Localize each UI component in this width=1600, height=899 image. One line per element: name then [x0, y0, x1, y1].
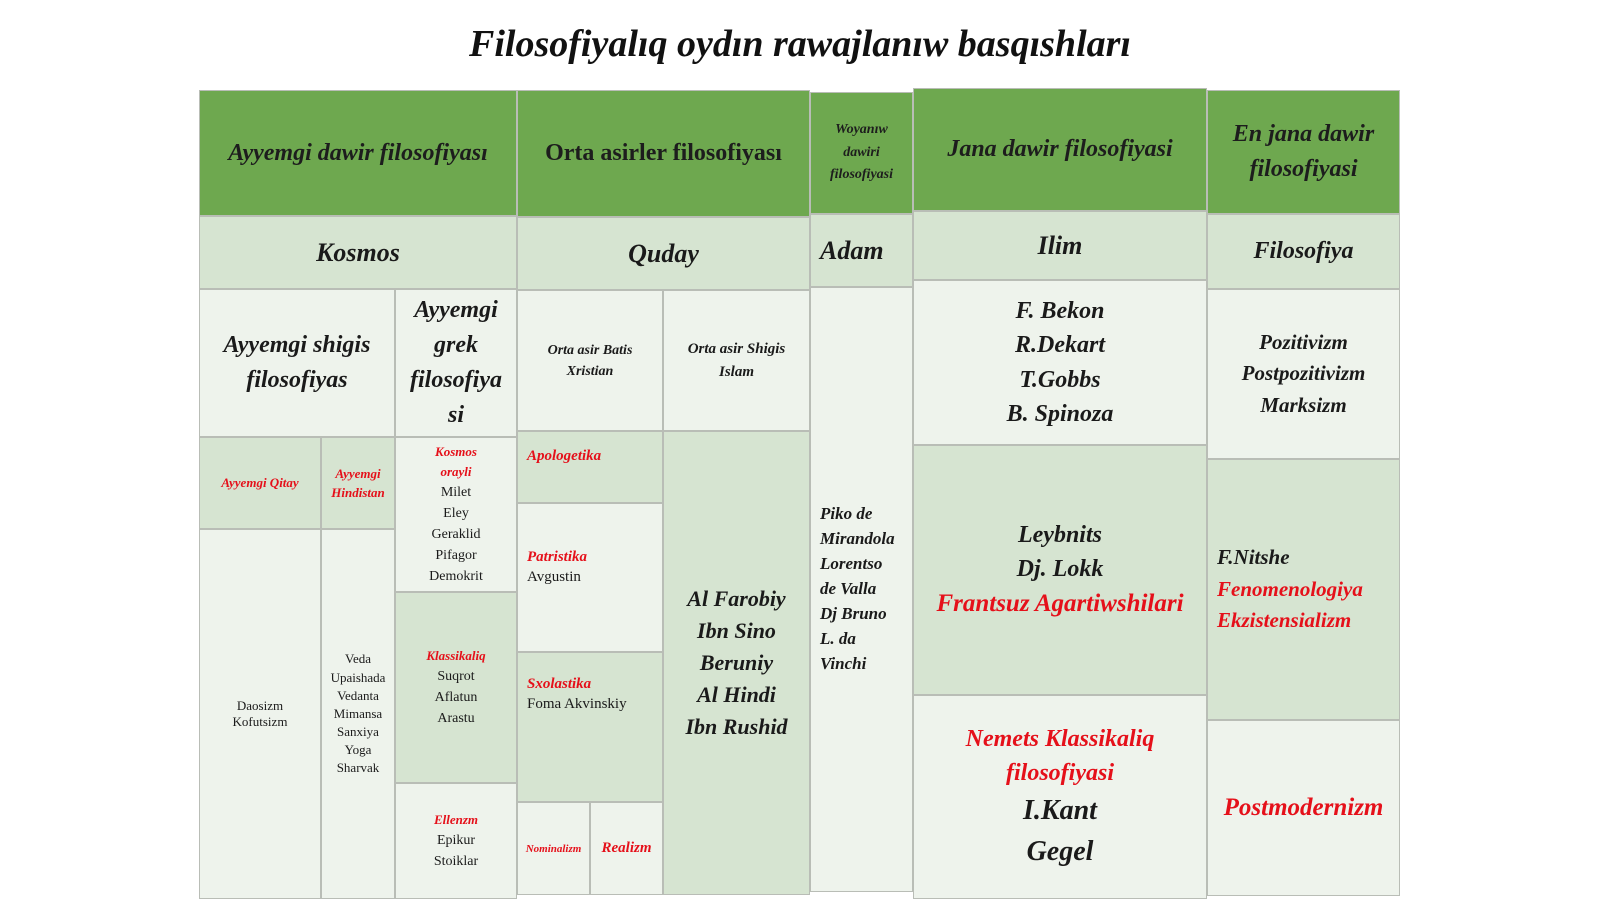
ancient-east-cell	[199, 289, 395, 437]
sxolastika-cell	[517, 652, 663, 802]
china-label-cell	[199, 437, 321, 529]
china-label: Ayyemgi Qitay	[221, 475, 299, 490]
medieval-header	[517, 90, 810, 217]
medieval-east-cell	[663, 290, 810, 431]
modern-name: F. Bekon	[1015, 297, 1105, 324]
contemporary-school: Marksizm	[1260, 392, 1347, 417]
renaissance-name: Vinchi	[820, 653, 867, 673]
realizm-cell	[590, 802, 663, 895]
islam-names-cell	[663, 431, 810, 895]
sxolastika-label: Sxolastika	[527, 676, 592, 692]
india-item: Yoga	[344, 742, 372, 758]
realizm-label: Realizm	[601, 840, 652, 856]
ancient-greek-cell	[395, 289, 517, 437]
india-item: Veda	[345, 651, 371, 667]
renaissance-header	[810, 92, 913, 214]
india-items-cell	[321, 529, 395, 899]
india-label: Ayyemgi Hindistan	[331, 465, 385, 500]
greek-item: Arastu	[437, 710, 475, 726]
islam-name: Ibn Sino	[697, 618, 776, 644]
greek-item: Geraklid	[431, 527, 481, 543]
kosmos-orayli-label: Kosmos orayli	[435, 443, 477, 479]
modern-name: Leybnits	[1017, 521, 1102, 548]
islam-name: Al Hindi	[697, 681, 776, 707]
contemporary-header-text: En jana dawir filosofiyasi	[1232, 121, 1375, 182]
klassikaliq-label: Klassikaliq	[426, 648, 486, 664]
renaissance-theme	[810, 214, 913, 287]
modern-theme-text: Ilim	[1037, 230, 1083, 260]
page-title: Filosofiyalıq oydın rawajlanıw basqıshları	[469, 23, 1131, 65]
china-items-cell	[199, 529, 321, 899]
modern-theme	[913, 211, 1207, 280]
contemporary-school: Pozitivizm	[1259, 329, 1348, 354]
medieval-theme	[517, 217, 810, 290]
nitshe-label: F.Nitshe	[1217, 545, 1290, 570]
greek-item: Aflatun	[434, 689, 478, 705]
india-item: Upaishada	[330, 669, 386, 685]
china-item: Daosizm	[236, 697, 284, 713]
contemporary-schools-cell	[1207, 289, 1400, 459]
islam-name: Al Farobiy	[687, 586, 786, 612]
ancient-theme-text: Kosmos	[316, 237, 400, 267]
apologetika-cell	[517, 431, 663, 503]
patristika-label: Patristika	[527, 549, 588, 565]
ancient-greek-text: Ayyemgi grek filosofiya si	[410, 297, 502, 428]
modern-name: Dj. Lokk	[1016, 556, 1104, 583]
contemporary-red-school: Ekzistensializm	[1217, 608, 1352, 633]
medieval-theme-text: Quday	[628, 238, 699, 268]
patristika-item: Avgustin	[527, 568, 581, 585]
india-item: Sanxiya	[337, 724, 379, 740]
medieval-west-cell	[517, 290, 663, 431]
klassikaliq-cell	[395, 592, 517, 783]
ellenzm-cell	[395, 783, 517, 899]
india-item: Mimansa	[333, 705, 383, 721]
greek-item: Eley	[443, 506, 469, 522]
china-item: Kofutsizm	[232, 714, 288, 729]
renaissance-theme-text: Adam	[820, 235, 884, 265]
medieval-header-text: Orta asirler filosofiyası	[545, 140, 782, 166]
india-item: Sharvak	[336, 760, 380, 776]
ancient-header-text: Ayyemgi dawir filosofiyası	[228, 139, 488, 166]
medieval-east-text: Orta asir Shigis Islam	[687, 341, 786, 380]
contemporary-header	[1207, 90, 1400, 214]
modern-name: R.Dekart	[1015, 332, 1105, 359]
nemets-label: Nemets Klassikaliq filosofiyasi	[965, 725, 1155, 787]
modern-name: I.Kant	[1023, 795, 1097, 827]
islam-name: Ibn Rushid	[685, 713, 788, 739]
ancient-header	[199, 90, 517, 216]
modern-header-text: Jana dawir filosofiyasi	[947, 136, 1173, 162]
postmodernizm-cell	[1207, 720, 1400, 896]
greek-item: Epikur	[436, 832, 476, 848]
modern-header	[913, 88, 1207, 211]
renaissance-name: Dj Bruno	[820, 603, 887, 623]
apologetika-label: Apologetika	[527, 448, 602, 464]
renaissance-header-text: Woyanıw dawiri filosofiyasi	[830, 122, 893, 183]
nominalizm-cell	[517, 802, 590, 895]
patristika-cell	[517, 503, 663, 652]
islam-name: Beruniy	[699, 650, 774, 676]
frantsuz-label: Frantsuz Agartiwshilari	[936, 590, 1184, 618]
kosmos-orayli-cell	[395, 437, 517, 592]
contemporary-theme-text: Filosofiya	[1253, 238, 1354, 264]
modern-name: B. Spinoza	[1006, 400, 1114, 427]
postmodernizm-label: Postmodernizm	[1223, 794, 1384, 821]
contemporary-school: Postpozitivizm	[1241, 361, 1366, 386]
india-label-cell	[321, 437, 395, 529]
modern-names1-cell	[913, 280, 1207, 445]
india-item: Vedanta	[337, 687, 379, 703]
greek-item: Pifagor	[435, 548, 477, 564]
contemporary-red-school: Fenomenologiya	[1217, 576, 1363, 601]
ancient-east-text: Ayyemgi shigis filosofiyas	[223, 332, 371, 393]
sxolastika-item: Foma Akvinskiy	[527, 695, 627, 712]
nominalizm-label: Nominalizm	[525, 842, 582, 855]
greek-item: Milet	[440, 485, 472, 501]
renaissance-name: Mirandola	[820, 529, 895, 549]
greek-item: Demokrit	[429, 569, 483, 585]
contemporary-theme	[1207, 214, 1400, 289]
greek-item: Stoiklar	[433, 853, 479, 869]
modern-names2-cell	[913, 445, 1207, 695]
ancient-theme	[199, 216, 517, 289]
renaissance-names-cell	[810, 287, 913, 892]
nitshe-cell	[1207, 459, 1400, 720]
ellenzm-label: Ellenzm	[433, 812, 479, 828]
greek-item: Suqrot	[437, 668, 475, 684]
modern-name: T.Gobbs	[1019, 366, 1101, 393]
renaissance-name: L. da	[820, 628, 856, 648]
nemets-cell	[913, 695, 1207, 899]
renaissance-name: Lorentso	[820, 554, 883, 574]
medieval-west-text: Orta asir Batis Xristian	[547, 342, 633, 379]
renaissance-name: Piko de	[820, 504, 873, 524]
renaissance-name: de Valla	[820, 579, 877, 598]
modern-name: Gegel	[1026, 835, 1094, 867]
